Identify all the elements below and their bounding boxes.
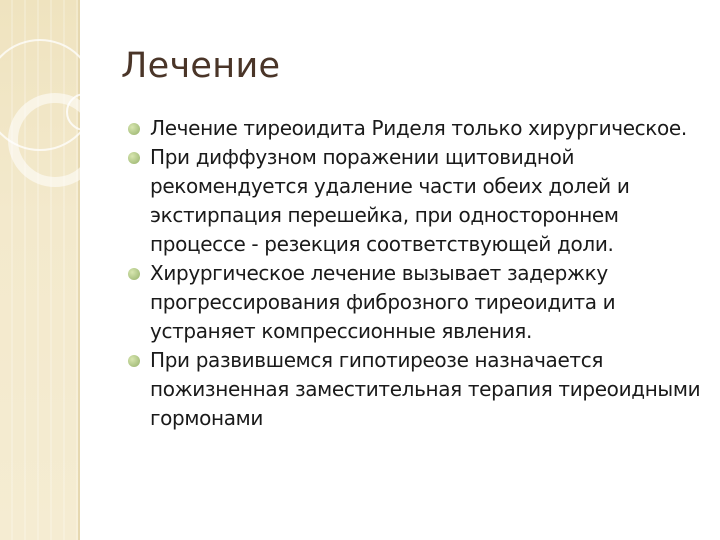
deco-circle-ring	[13, 98, 97, 182]
bullet-list	[128, 114, 708, 433]
bullet-item	[128, 346, 708, 433]
bullet-dot-icon	[128, 355, 140, 367]
bullet-dot-icon	[128, 268, 140, 280]
bullet-text: Лечение тиреоидита Риделя только хирургическое.	[150, 116, 687, 140]
bullet-text: Хирургическое лечение вызывает задержку прогрессирования фиброзного тиреоидита и устраняет компрессионные явления.	[150, 261, 616, 343]
bullet-text: При развившемся гипотиреозе назначается пожизненная заместительная терапия тиреоидными гормонами	[150, 348, 701, 430]
bullet-dot-icon	[128, 152, 140, 164]
bullet-item	[128, 143, 708, 259]
slide-title: Лечение	[121, 46, 281, 86]
bullet-dot-icon	[128, 123, 140, 135]
bullet-item	[128, 114, 708, 143]
bullet-text: При диффузном поражении щитовидной рекомендуется удаление части обеих долей и экстирпация перешейка, при одностороннем процессе - резекция соответствующей доли.	[150, 145, 630, 256]
bullet-item	[128, 259, 708, 346]
